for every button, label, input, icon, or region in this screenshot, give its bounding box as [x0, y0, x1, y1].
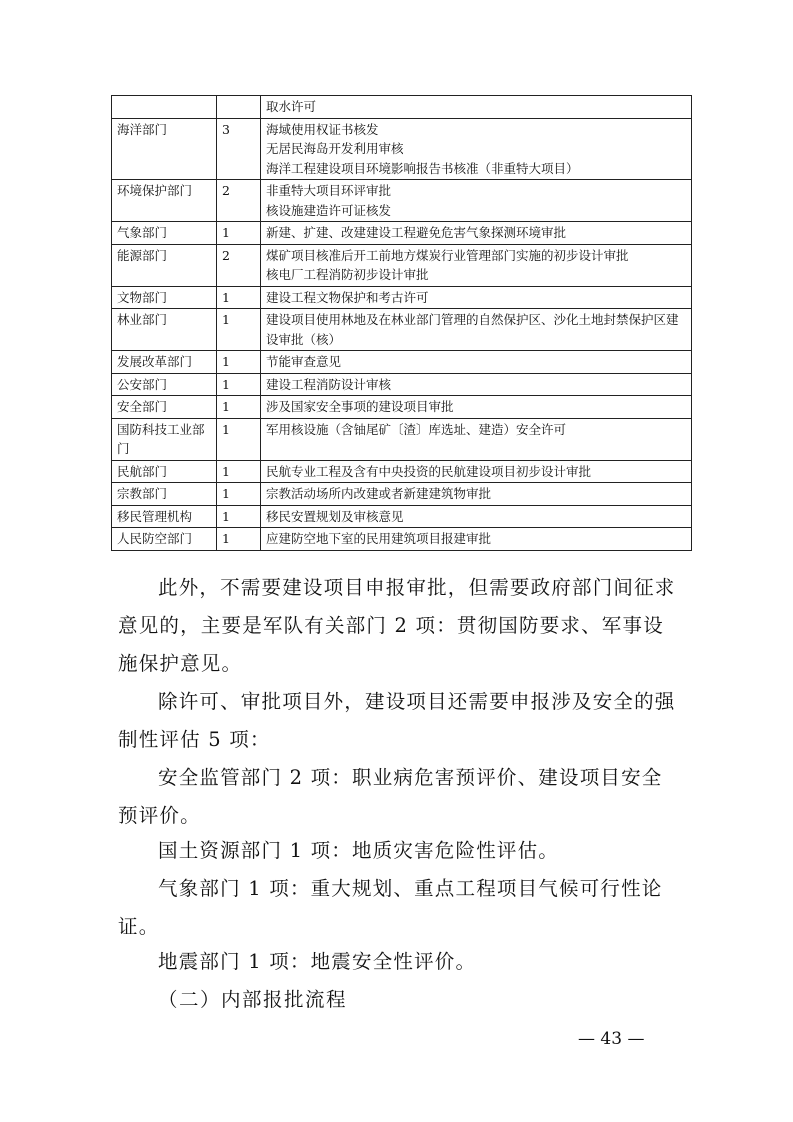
- count-cell: 1: [217, 396, 261, 419]
- items-cell: [261, 351, 692, 374]
- page-number: — 43 —: [578, 1029, 645, 1049]
- items-cell: [261, 96, 692, 119]
- table-row: [112, 460, 692, 483]
- department-cell: 公安部门: [112, 373, 217, 396]
- table-row: [112, 418, 692, 460]
- approval-item: 建设工程消防设计审核: [266, 376, 392, 392]
- paragraph-land-resources: 国土资源部门 1 项：地质灾害危险性评估。: [158, 839, 560, 862]
- table-row: [112, 396, 692, 419]
- count-cell: 1: [217, 222, 261, 245]
- items-cell: [261, 460, 692, 483]
- paragraph-safety-supervision: 安全监管部门 2 项：职业病危害预评价、建设项目安全预评价。: [118, 766, 663, 827]
- department-cell: 国防科技工业部门: [112, 418, 217, 460]
- approval-item: 涉及国家安全事项的建设项目审批: [266, 399, 454, 414]
- table-row: [112, 373, 692, 396]
- department-cell: 海洋部门: [112, 118, 217, 180]
- table-row: [112, 180, 692, 222]
- department-cell: 民航部门: [112, 460, 217, 483]
- approval-item: 建设项目使用林地及在林业部门管理的自然保护区、沙化土地封禁保护区建设审批（核）: [266, 312, 679, 347]
- approval-item: 节能审查意见: [266, 354, 342, 369]
- department-cell: 移民管理机构: [112, 505, 217, 528]
- department-cell: 文物部门: [112, 286, 217, 309]
- table-row: [112, 351, 692, 374]
- approval-item: 应建防空地下室的民用建筑项目报建审批: [266, 531, 492, 546]
- department-cell: 环境保护部门: [112, 180, 217, 222]
- items-cell: [261, 222, 692, 245]
- paragraph-seismology: 地震部门 1 项：地震安全性评价。: [158, 950, 477, 973]
- items-cell: [261, 373, 692, 396]
- approval-item: 取水许可: [266, 99, 317, 114]
- paragraph-mandatory-assessments: 除许可、审批项目外，建设项目还需要申报涉及安全的强制性评估 5 项：: [118, 690, 676, 751]
- approval-item: 新建、扩建、改建建设工程避免危害气象探测环境审批: [266, 225, 567, 240]
- items-cell: [261, 286, 692, 309]
- section-subheading: （二）内部报批流程: [158, 988, 348, 1011]
- count-cell: 1: [217, 309, 261, 351]
- table-row: [112, 483, 692, 506]
- table-row: [112, 505, 692, 528]
- approval-item: 军用核设施（含铀尾矿〔渣〕库选址、建造）安全许可: [266, 421, 567, 437]
- count-cell: 1: [217, 505, 261, 528]
- approval-item: 无居民海岛开发利用审核: [266, 141, 404, 156]
- approval-item: 建设工程文物保护和考古许可: [266, 289, 429, 305]
- table-row: [112, 118, 692, 180]
- count-cell: 1: [217, 460, 261, 483]
- paragraph-meteorology: 气象部门 1 项：重大规划、重点工程项目气候可行性论证。: [118, 877, 663, 938]
- approval-item: 海洋工程建设项目环境影响报告书核准（非重特大项目）: [266, 160, 579, 176]
- approval-item: 移民安置规划及审核意见: [266, 508, 404, 524]
- approval-table: [111, 95, 692, 551]
- table-row: [112, 222, 692, 245]
- table-row: [112, 286, 692, 309]
- department-cell: 林业部门: [112, 309, 217, 351]
- items-cell: [261, 244, 692, 286]
- count-cell: [217, 96, 261, 119]
- department-cell: 安全部门: [112, 396, 217, 419]
- approval-item: 海域使用权证书核发: [266, 121, 379, 137]
- items-cell: [261, 528, 692, 551]
- items-cell: [261, 118, 692, 180]
- table-row: [112, 528, 692, 551]
- table-row: [112, 309, 692, 351]
- items-cell: [261, 505, 692, 528]
- department-cell: 发展改革部门: [112, 351, 217, 374]
- department-cell: 气象部门: [112, 222, 217, 245]
- items-cell: [261, 418, 692, 460]
- count-cell: 1: [217, 418, 261, 460]
- approval-item: 非重特大项目环评审批: [266, 183, 392, 198]
- department-cell: 宗教部门: [112, 483, 217, 506]
- items-cell: [261, 483, 692, 506]
- department-cell: 能源部门: [112, 244, 217, 286]
- count-cell: 2: [217, 244, 261, 286]
- approval-item: 宗教活动场所内改建或者新建建筑物审批: [266, 486, 492, 501]
- department-cell: 人民防空部门: [112, 528, 217, 551]
- table-row: [112, 96, 692, 119]
- approval-item: 煤矿项目核准后开工前地方煤炭行业管理部门实施的初步设计审批: [266, 247, 629, 263]
- table-row: [112, 244, 692, 286]
- count-cell: 1: [217, 483, 261, 506]
- approval-item: 核设施建造许可证核发: [266, 202, 392, 218]
- count-cell: 3: [217, 118, 261, 180]
- department-cell: [112, 96, 217, 119]
- approval-item: 民航专业工程及含有中央投资的民航建设项目初步设计审批: [266, 463, 592, 479]
- count-cell: 1: [217, 351, 261, 374]
- approval-item: 核电厂工程消防初步设计审批: [266, 267, 429, 282]
- items-cell: [261, 396, 692, 419]
- count-cell: 2: [217, 180, 261, 222]
- count-cell: 1: [217, 286, 261, 309]
- count-cell: 1: [217, 373, 261, 396]
- approval-table-body: [112, 96, 692, 551]
- items-cell: [261, 180, 692, 222]
- items-cell: [261, 309, 692, 351]
- paragraph-military-opinions: 此外，不需要建设项目申报审批，但需要政府部门间征求意见的，主要是军队有关部门 2 项：贯彻国防要求、军事设施保护意见。: [118, 576, 676, 675]
- count-cell: 1: [217, 528, 261, 551]
